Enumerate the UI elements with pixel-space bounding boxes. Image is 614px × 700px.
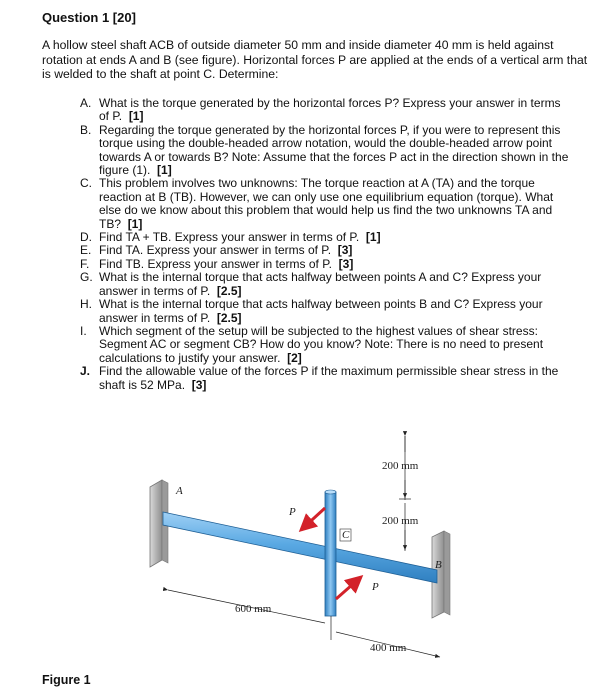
figure-label: Figure 1 (42, 673, 91, 687)
dimension-200-bottom (382, 503, 419, 551)
svg-text:600 mm: 600 mm (235, 603, 272, 615)
label-p-bottom: P (372, 581, 379, 593)
list-item: I. Which segment of the setup will be subjected to the highest values of shear stress: Segment AC or segment CB? How do you know? Note: There is no need to present calculations to justify your answer. [2] (80, 323, 544, 365)
problem-intro: A hollow steel shaft ACB of outside diameter 50 mm and inside diameter 40 mm is held against rotation at ends A and B (see figure). Horizontal forces P are applied at the ends of a vertical arm that is welded to the shaft at point C. Determine: (42, 38, 588, 81)
force-arrow-top (301, 508, 325, 530)
label-a: A (176, 485, 183, 497)
list-item: H. What is the internal torque that acts halfway between points B and C? Express your answer in terms of P. [2.5] (80, 297, 543, 325)
list-item: J. Find the allowable value of the forces P if the maximum permissible shear stress in the shaft is 52 MPa. [3] (80, 364, 559, 392)
list-item: G. What is the internal torque that acts halfway between points A and C? Express your answer in terms of P. [2.5] (80, 270, 542, 298)
label-c: C (342, 529, 350, 541)
svg-text:200 mm: 200 mm (382, 515, 419, 527)
list-item: E. Find TA. Express your answer in terms of P. [3] (80, 243, 353, 258)
list-item: D. Find TA + TB. Express your answer in terms of P. [1] (80, 230, 381, 245)
vertical-arm (325, 490, 336, 616)
list-item: B. Regarding the torque generated by the horizontal forces P, if you were to represent this torque using the double-headed arrow notation, would the double-headed arrow point towards A or towards B? Note: Assume that the forces P act in the direction shown in the figure (1). [1] (80, 122, 569, 178)
force-arrow-bottom (336, 577, 361, 599)
label-p-top: P (289, 506, 296, 518)
dimension-600 (168, 586, 331, 640)
svg-text:400 mm: 400 mm (370, 642, 407, 654)
dimension-400 (336, 632, 440, 657)
list-item: C. This problem involves two unknowns: The torque reaction at A (TA) and the torque reaction at B (TB). However, we can only use one equilibrium equation (torque). What else do we know about this problem that would help us find the two unknowns TA and TB? [1] (80, 176, 554, 231)
dimension-200-top (382, 436, 419, 500)
label-b: B (435, 559, 442, 571)
svg-text:200 mm: 200 mm (382, 460, 419, 472)
question-title: Question 1 [20] (42, 10, 136, 25)
list-item: A. What is the torque generated by the horizontal forces P? Express your answer in terms of P. [1] (80, 96, 561, 124)
list-item: F. Find TB. Express your answer in terms of P. [3] (80, 256, 354, 271)
